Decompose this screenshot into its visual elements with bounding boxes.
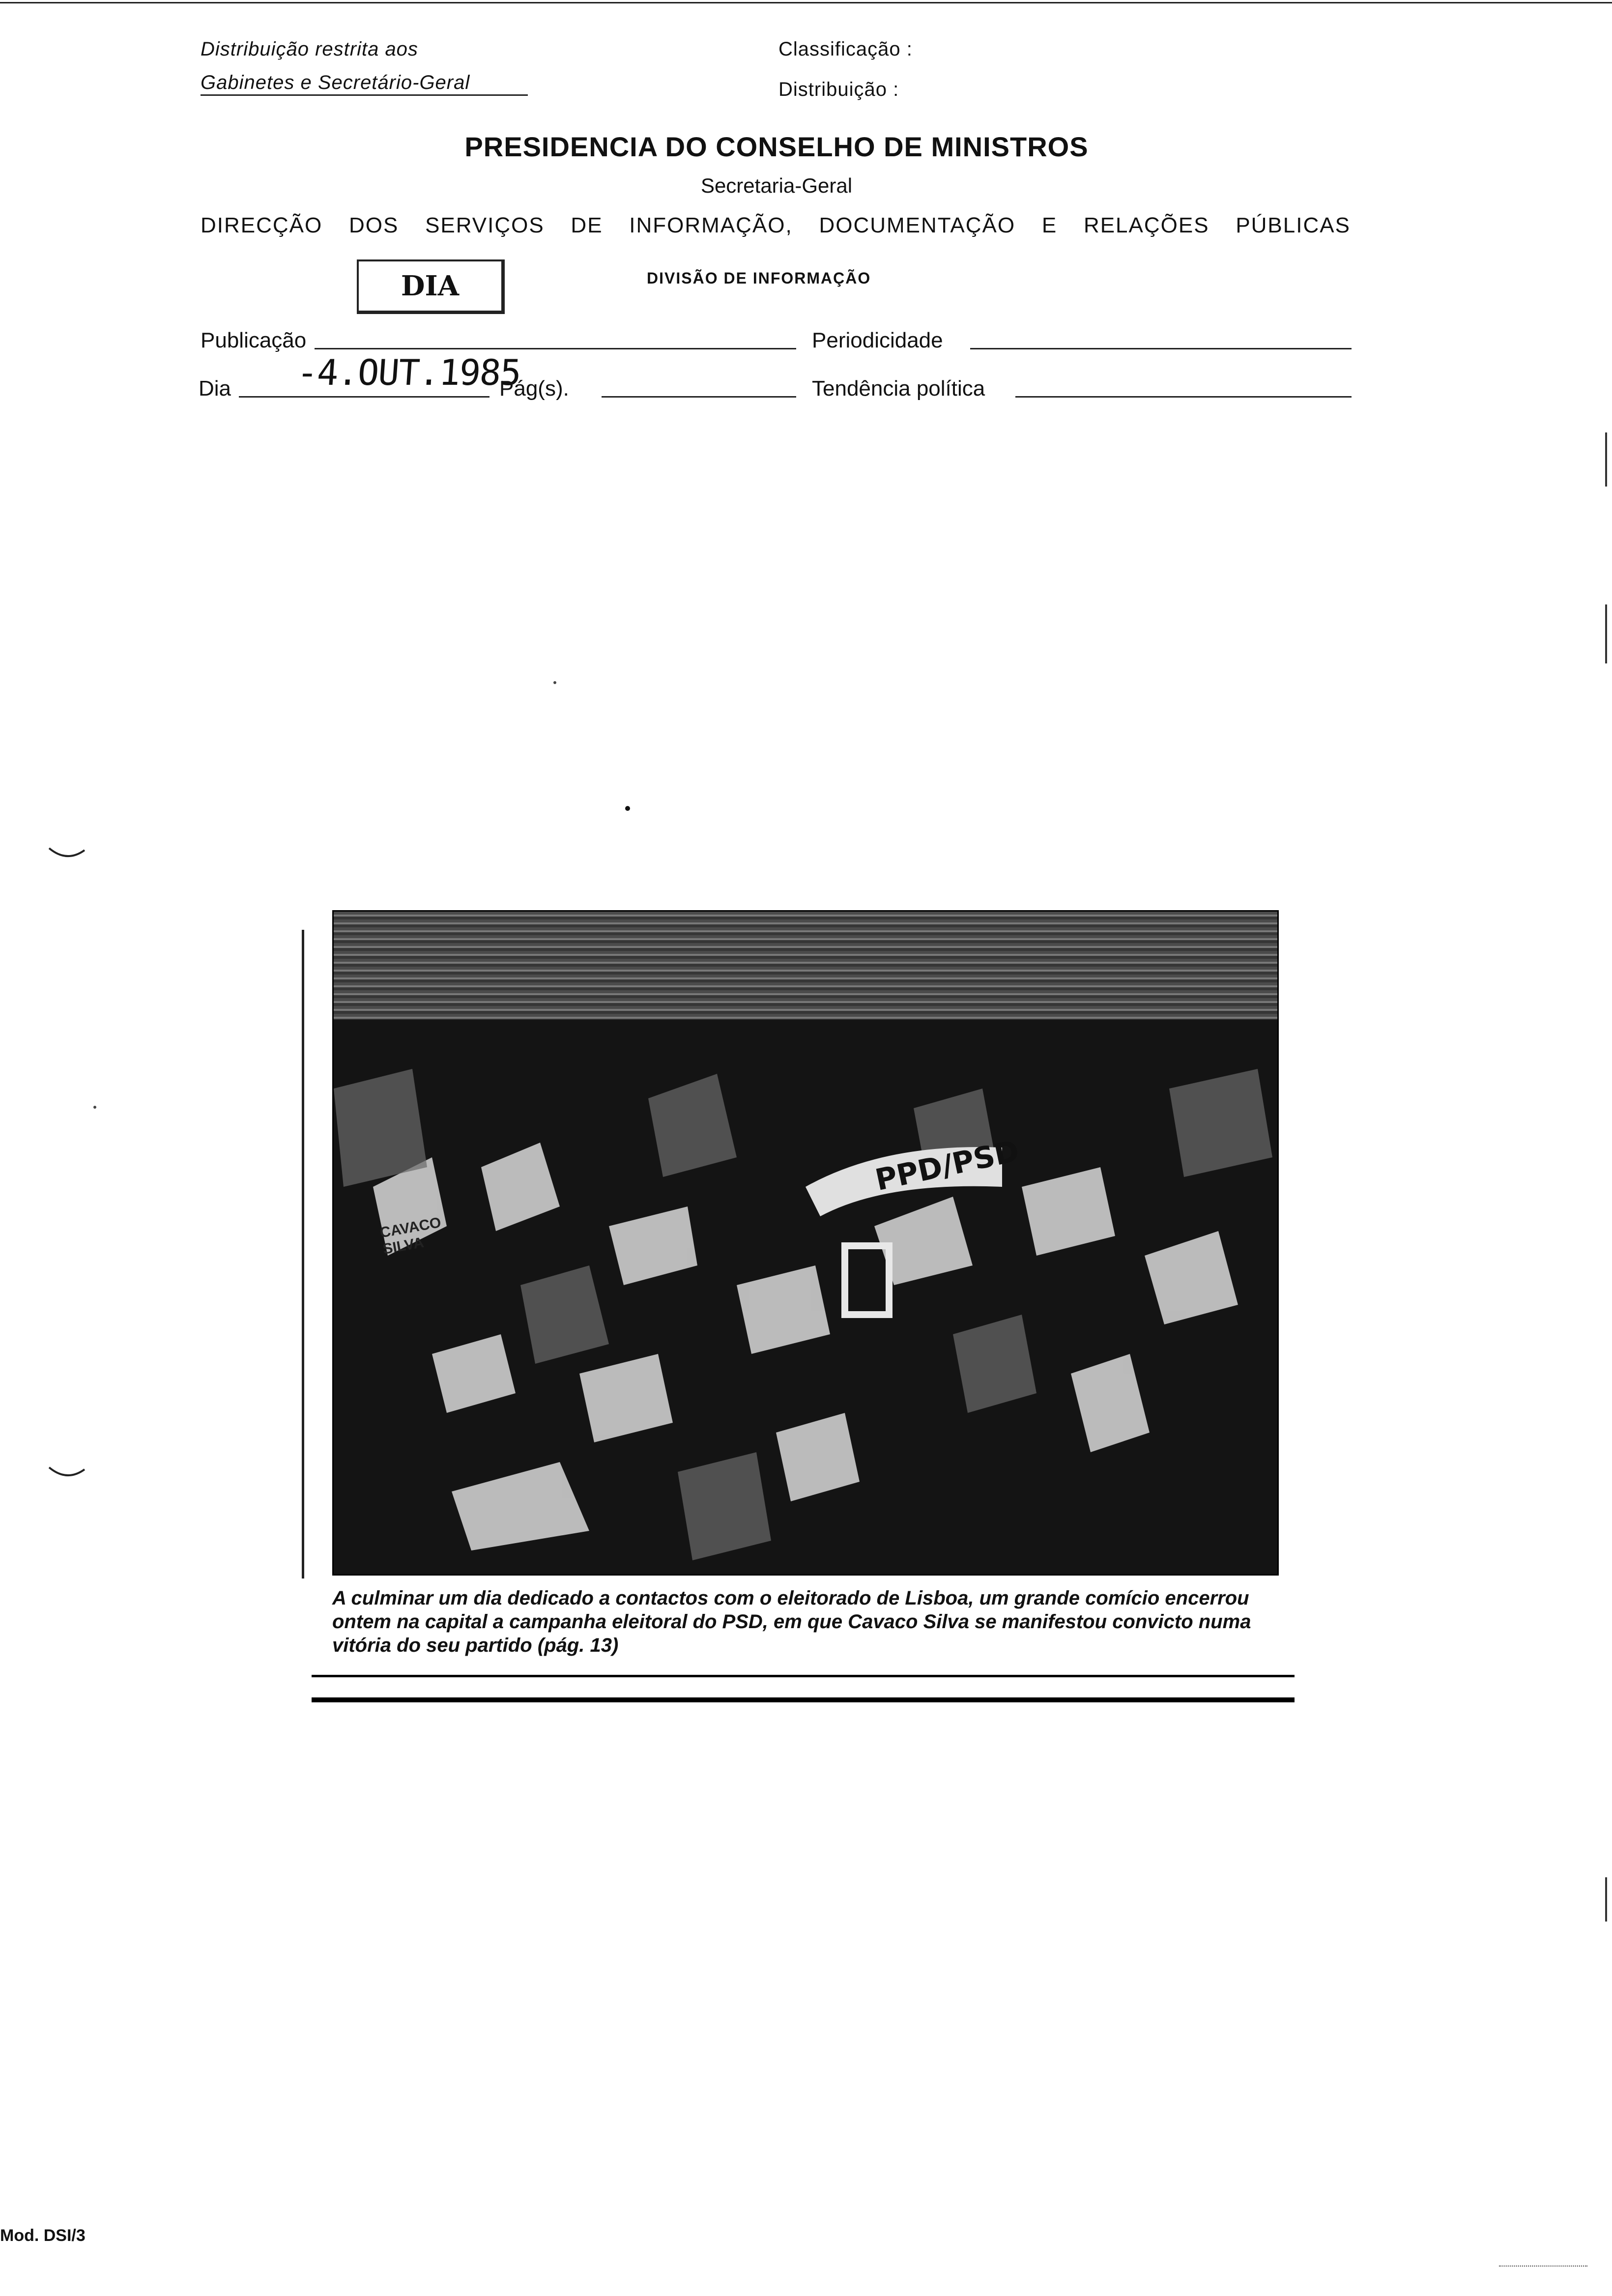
photo-caption: A culminar um dia dedicado a contactos com o eleitorado de Lisboa, um grande comício encerrou ontem na capital a campanha eleitoral do PSD, em que Cavaco Silva se manifestou convicto numa vitória do seu partido (pág. 13) (332, 1587, 1251, 1656)
pags-line (602, 396, 796, 398)
scan-dot (625, 806, 630, 811)
direccao-word: DE (571, 213, 603, 237)
caption-rule-thin (312, 1675, 1295, 1677)
scan-mark (1605, 432, 1607, 487)
direccao-word: PÚBLICAS (1236, 213, 1351, 237)
subtitle: Secretaria-Geral (700, 174, 853, 197)
distribuicao-label: Distribuição : (778, 79, 899, 100)
clipping-left-rule (302, 930, 304, 1578)
top-border-line (0, 2, 1612, 3)
scan-mark (1499, 2266, 1587, 2267)
crowd-silhouettes (334, 912, 1277, 1574)
direccao-line (201, 213, 1351, 238)
scan-dot (93, 1106, 96, 1109)
periodicidade-line (970, 348, 1352, 349)
direccao-word: SERVIÇOS (425, 213, 545, 237)
date-stamp: -4.OUT.1985 (295, 352, 522, 393)
classificacao-label: Classificação : (778, 38, 913, 60)
bracket-mark (47, 1464, 86, 1484)
tendencia-line (1015, 396, 1352, 398)
direccao-word: RELAÇÕES (1083, 213, 1209, 237)
publicacao-line (315, 348, 796, 349)
direccao-word: E (1041, 213, 1058, 237)
caption-rule-thick (312, 1697, 1295, 1702)
main-title: PRESIDENCIA DO CONSELHO DE MINISTROS (464, 131, 1089, 162)
tendencia-label: Tendência política (812, 376, 985, 401)
model-number: Mod. DSI/3 (0, 2226, 86, 2245)
direccao-word: INFORMAÇÃO, (629, 213, 793, 237)
rally-photo (332, 910, 1279, 1576)
scan-mark (1605, 604, 1607, 663)
scan-dot (553, 681, 556, 684)
direccao-word: DOCUMENTAÇÃO (819, 213, 1016, 237)
distribution-line-2: Gabinetes e Secretário-Geral (201, 72, 470, 93)
publicacao-label: Publicação (201, 328, 307, 352)
dia-stamp: DIA (357, 259, 505, 314)
banner-text: PPD/PSD (872, 1133, 1022, 1198)
distribution-line-2-underline (201, 72, 528, 96)
bracket-mark (47, 845, 86, 865)
sign-text: CAVACO SILVA (378, 1214, 443, 1258)
dia-label: Dia (199, 376, 231, 401)
dia-line (239, 396, 489, 398)
direccao-word: DOS (348, 213, 399, 237)
divisao-label: DIVISÃO DE INFORMAÇÃO (647, 269, 871, 287)
distribution-line-1: Distribuição restrita aos (201, 38, 418, 60)
direccao-word: DIRECÇÃO (201, 213, 323, 237)
pags-label: Pág(s). (499, 376, 569, 401)
periodicidade-label: Periodicidade (812, 328, 943, 352)
scan-mark (1605, 1877, 1607, 1922)
